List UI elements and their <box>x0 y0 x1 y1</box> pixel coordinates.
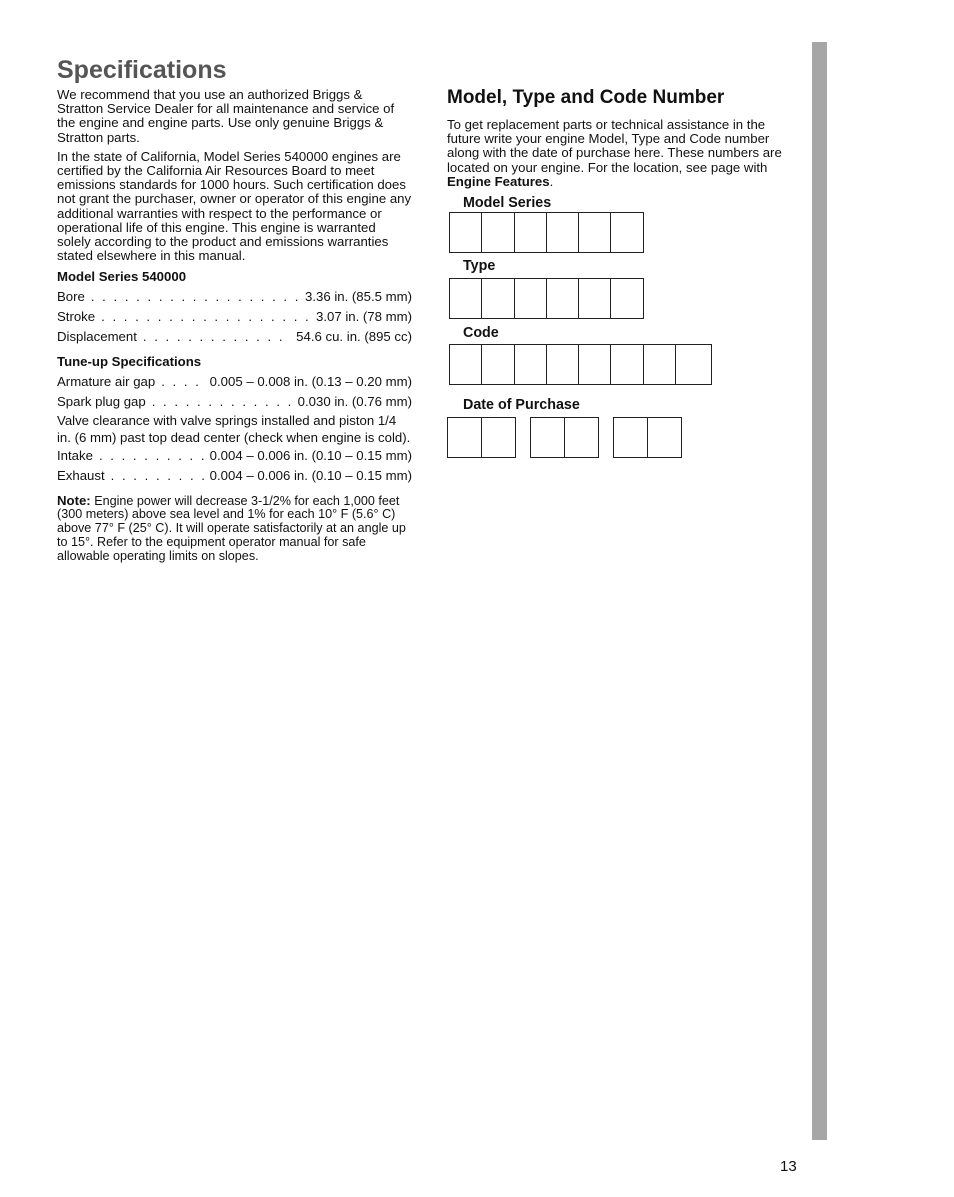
entry-box[interactable] <box>449 212 482 253</box>
entry-box[interactable] <box>514 212 547 253</box>
entry-box[interactable] <box>610 278 643 319</box>
entry-box[interactable] <box>564 417 599 458</box>
entry-box[interactable] <box>481 278 514 319</box>
spec-value: 0.030 in. (0.76 mm) <box>297 393 412 409</box>
entry-box[interactable] <box>449 344 482 385</box>
section-title: Model, Type and Code Number <box>447 87 725 108</box>
model-series-label: Model Series <box>463 195 552 211</box>
entry-box[interactable] <box>481 417 516 458</box>
page-title: Specifications <box>57 56 227 84</box>
date-of-purchase-boxes <box>447 417 682 458</box>
valve-specs-list <box>57 446 412 485</box>
california-paragraph: In the state of California, Model Series 540000 engines are certified by the California Air Resources Board to meet emissions standards for 1000 hours. Such certification does not grant the purchaser, owner or operator of this engine any additional warranties with respect to the performance or operational life of this engine. This engine is warranted solely according to the product and emissions warranties stated elsewhere in this manual. <box>57 148 412 264</box>
note-text: Engine power will decrease 3-1/2% for each 1,000 feet (300 meters) above sea level and 1% for each 10° F (5.6° C) above 77° F (25° C). It will operate satisfactorily at an angle up to 15°. Refer to the equipment operator manual for safe allowable operating limits on slopes. <box>57 493 406 563</box>
date-of-purchase-label: Date of Purchase <box>463 397 580 413</box>
spec-label: Displacement <box>57 328 137 344</box>
model-type-code-section <box>447 86 802 189</box>
spec-row-bore <box>57 287 412 307</box>
spec-row-spark-plug-gap <box>57 392 412 412</box>
engine-features-reference: Engine Features <box>447 173 550 189</box>
spec-label: Bore <box>57 289 85 305</box>
spec-label: Intake <box>57 448 93 464</box>
entry-box[interactable] <box>530 417 565 458</box>
spec-value: 54.6 cu. in. (895 cc) <box>296 328 412 344</box>
entry-box[interactable] <box>481 212 514 253</box>
replacement-parts-paragraph <box>447 118 802 189</box>
entry-box[interactable] <box>546 344 579 385</box>
leader-dots <box>161 372 203 392</box>
spec-row-intake <box>57 446 412 466</box>
engine-specs-list <box>57 287 412 346</box>
entry-box[interactable] <box>449 278 482 319</box>
entry-box[interactable] <box>643 344 676 385</box>
spec-label: Spark plug gap <box>57 393 146 409</box>
leader-dots <box>101 307 310 327</box>
spec-value: 3.07 in. (78 mm) <box>315 309 412 325</box>
note-label: Note: <box>57 492 91 508</box>
entry-box[interactable] <box>447 417 482 458</box>
spec-value: 0.004 – 0.006 in. (0.10 – 0.15 mm) <box>209 468 412 483</box>
day-boxes <box>530 417 599 458</box>
page-number: 13 <box>780 1158 797 1175</box>
paragraph-end: . <box>549 173 554 189</box>
dealer-paragraph: We recommend that you use an authorized Briggs & Stratton Service Dealer for all maintenance and service of the engine and engine parts. Use only genuine Briggs & Stratton parts. <box>57 87 395 145</box>
spec-label: Stroke <box>57 309 96 325</box>
tuneup-heading: Tune-up Specifications <box>57 354 202 370</box>
spec-label: Exhaust <box>57 468 105 483</box>
entry-box[interactable] <box>610 212 643 253</box>
entry-box[interactable] <box>481 344 514 385</box>
spec-value: 3.36 in. (85.5 mm) <box>304 289 412 305</box>
code-label: Code <box>463 325 499 341</box>
leader-dots <box>111 466 204 486</box>
spec-label: Armature air gap <box>57 374 156 390</box>
type-boxes <box>449 278 644 319</box>
entry-box[interactable] <box>546 212 579 253</box>
leader-dots <box>99 446 204 466</box>
entry-box[interactable] <box>578 344 611 385</box>
entry-box[interactable] <box>610 344 643 385</box>
code-boxes <box>449 344 712 385</box>
tuneup-specs-list <box>57 372 412 411</box>
entry-box[interactable] <box>647 417 682 458</box>
type-label: Type <box>463 258 496 274</box>
entry-box[interactable] <box>578 278 611 319</box>
note-paragraph <box>57 494 412 564</box>
model-series-heading: Model Series 540000 <box>57 269 187 285</box>
leader-dots <box>91 287 299 307</box>
model-series-boxes <box>449 212 644 253</box>
entry-box[interactable] <box>514 278 547 319</box>
leader-dots <box>143 327 290 347</box>
year-boxes <box>613 417 682 458</box>
entry-box[interactable] <box>675 344 712 385</box>
spec-row-armature-gap <box>57 372 412 392</box>
spec-value: 0.005 – 0.008 in. (0.13 – 0.20 mm) <box>209 374 412 390</box>
month-boxes <box>447 417 516 458</box>
spec-row-exhaust <box>57 466 412 486</box>
paragraph-text: To get replacement parts or technical assistance in the future write your engine Model, Type and Code number along with the date of purchase here. These numbers are located on your engine. For the location, see page with <box>447 117 782 175</box>
leader-dots <box>152 392 292 412</box>
entry-box[interactable] <box>546 278 579 319</box>
spec-row-stroke <box>57 307 412 327</box>
spec-row-displacement <box>57 327 412 347</box>
entry-box[interactable] <box>578 212 611 253</box>
entry-box[interactable] <box>514 344 547 385</box>
spec-value: 0.004 – 0.006 in. (0.10 – 0.15 mm) <box>209 448 412 464</box>
specifications-section <box>57 56 412 576</box>
valve-clearance-text: Valve clearance with valve springs installed and piston 1/4 in. (6 mm) past top dead center (check when engine is cold). <box>57 413 411 445</box>
entry-box[interactable] <box>613 417 648 458</box>
side-tab-bar <box>812 42 827 1140</box>
